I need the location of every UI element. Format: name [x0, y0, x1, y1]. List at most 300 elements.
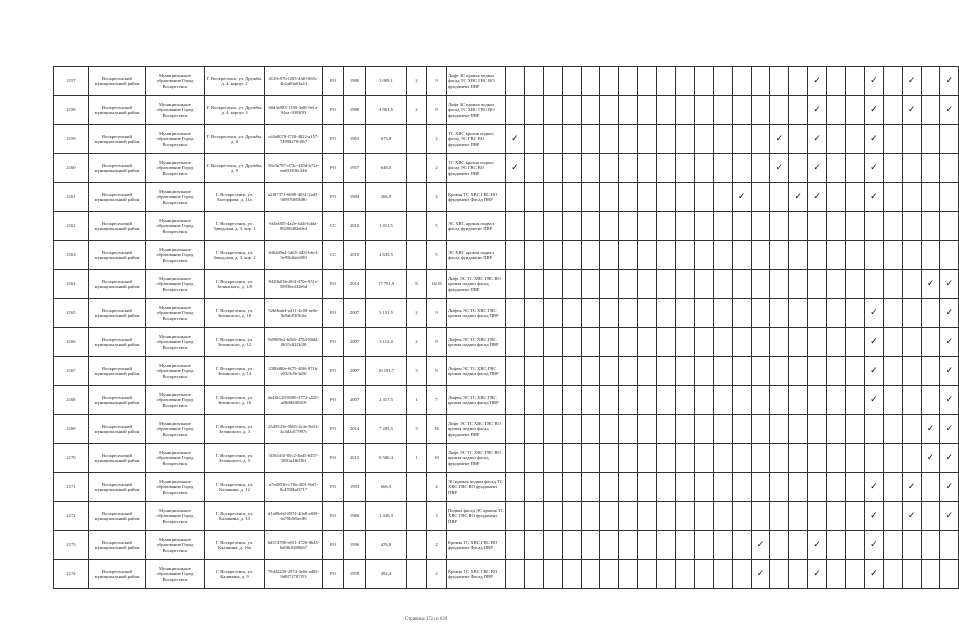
check-cell: [732, 328, 751, 357]
cell-mo: Муниципальное образование Город Воскресенск: [146, 473, 205, 502]
cell-mo: Муниципальное образование Город Воскресенск: [146, 328, 205, 357]
cell-mo: Муниципальное образование Город Воскресенск: [146, 96, 205, 125]
check-cell: [581, 502, 600, 531]
cell-type: РО: [323, 502, 344, 531]
cell-year: 1956: [344, 531, 366, 560]
check-cell: [713, 96, 732, 125]
check-cell: [657, 183, 676, 212]
cell-floors: 3: [407, 357, 427, 386]
cell-type: РО: [323, 560, 344, 589]
cell-area: 673,9: [366, 125, 407, 154]
check-cell: [619, 473, 638, 502]
check-cell: [808, 560, 827, 589]
check-cell: [864, 299, 883, 328]
check-cell: [600, 357, 619, 386]
check-cell: [524, 415, 543, 444]
check-cell: [638, 415, 657, 444]
cell-n: 2170: [54, 444, 89, 473]
cell-type: РО: [323, 183, 344, 212]
check-cell: [789, 502, 808, 531]
check-cell: [524, 67, 543, 96]
check-cell: [846, 560, 865, 589]
check-cell: [600, 241, 619, 270]
check-cell: [808, 299, 827, 328]
check-cell: [581, 183, 600, 212]
cell-n: 2164: [54, 270, 89, 299]
check-cell: [921, 299, 940, 328]
check-cell: [543, 328, 562, 357]
cell-guid: 52b0bab4-a411-4c00-ae0e-8e9ab83f9c6a: [265, 299, 323, 328]
cell-mo: Муниципальное образование Город Воскресенск: [146, 531, 205, 560]
check-cell: [732, 531, 751, 560]
check-cell: [562, 270, 581, 299]
check-cell: [827, 386, 846, 415]
check-cell: [789, 444, 808, 473]
check-cell: [864, 328, 883, 357]
checkmark-icon: ✓: [945, 452, 954, 463]
check-cell: [600, 96, 619, 125]
check-cell: [713, 67, 732, 96]
cell-district: Воскресенский муниципальный район: [89, 415, 146, 444]
check-cell: [846, 328, 865, 357]
check-cell: [940, 531, 959, 560]
check-cell: [883, 473, 902, 502]
check-cell: [600, 328, 619, 357]
check-cell: [581, 531, 600, 560]
cell-area: 8 506,4: [366, 444, 407, 473]
check-cell: [770, 96, 789, 125]
check-cell: [751, 299, 770, 328]
check-cell: [732, 473, 751, 502]
check-cell: [732, 386, 751, 415]
check-cell: [770, 154, 789, 183]
check-cell: [562, 444, 581, 473]
cell-area: 666,5: [366, 473, 407, 502]
check-cell: [827, 415, 846, 444]
check-cell: [713, 241, 732, 270]
checkmark-icon: ✓: [945, 365, 954, 376]
check-cell: [562, 415, 581, 444]
check-cell: [864, 154, 883, 183]
check-cell: [846, 183, 865, 212]
check-cell: [770, 531, 789, 560]
check-cell: [543, 125, 562, 154]
check-cell: [600, 386, 619, 415]
checkmark-icon: ✓: [511, 162, 519, 173]
checkmark-icon: ✓: [926, 278, 935, 289]
check-cell: [581, 328, 600, 357]
cell-mo: Муниципальное образование Город Воскресенск: [146, 444, 205, 473]
checkmark-icon: ✓: [926, 423, 935, 434]
cell-floors: 2: [407, 67, 427, 96]
cell-ent: 2: [427, 183, 447, 212]
check-cell: [827, 241, 846, 270]
check-cell: [827, 473, 846, 502]
check-cell: [676, 357, 695, 386]
cell-year: 2007: [344, 386, 366, 415]
check-cell: [751, 357, 770, 386]
cell-works: Лифт ЗС кровля подвал фасад ТС ХВС ГВС ВО фундамент ПВР: [447, 96, 506, 125]
cell-guid: 6d374788-e851-4720-8b45-6e08c0480b67: [265, 531, 323, 560]
checkmark-icon: ✓: [870, 481, 878, 492]
cell-type: РО: [323, 531, 344, 560]
cell-year: 1980: [344, 96, 366, 125]
check-cell: [846, 270, 865, 299]
check-cell: [619, 212, 638, 241]
cell-area: 1 430,3: [366, 502, 407, 531]
checkmark-icon: ✓: [756, 539, 765, 550]
cell-ent: 5: [427, 241, 447, 270]
table-row: [54, 560, 959, 589]
check-cell: [713, 386, 732, 415]
check-cell: [808, 473, 827, 502]
check-cell: [732, 357, 751, 386]
check-cell: [789, 531, 808, 560]
check-cell: [676, 154, 695, 183]
check-cell: [902, 531, 921, 560]
check-cell: [657, 154, 676, 183]
check-cell: [940, 386, 959, 415]
cell-guid: 2380d80e-6f75-4f06-971b-e03f3c9e3a56: [265, 357, 323, 386]
check-cell: [789, 386, 808, 415]
checkmark-icon: ✓: [870, 75, 878, 86]
check-cell: [902, 154, 921, 183]
check-cell: [676, 241, 695, 270]
cell-area: 3 009,1: [366, 67, 407, 96]
checkmark-icon: ✓: [870, 510, 878, 521]
cell-works: Лифт ЭС ТС ХВС ГВС ВО кровля подвал фасад фундамент ПВР: [447, 270, 506, 299]
check-cell: [883, 328, 902, 357]
check-cell: [638, 212, 657, 241]
check-cell: [543, 502, 562, 531]
check-cell: [789, 415, 808, 444]
check-cell: [883, 299, 902, 328]
check-cell: [846, 96, 865, 125]
check-cell: [600, 154, 619, 183]
cell-addr: Г. Воскресенск, ул. Дружбы, д. 6: [205, 125, 265, 154]
table-row: [54, 183, 959, 212]
check-cell: [619, 96, 638, 125]
check-cell: [732, 67, 751, 96]
cell-floors: 1: [407, 444, 427, 473]
check-cell: [524, 270, 543, 299]
cell-n: 2172: [54, 502, 89, 531]
table-row: [54, 212, 959, 241]
check-cell: [581, 299, 600, 328]
check-cell: [827, 154, 846, 183]
cell-mo: Муниципальное образование Город Воскресенск: [146, 154, 205, 183]
checkmark-icon: ✓: [813, 104, 821, 115]
check-cell: [619, 560, 638, 589]
cell-year: 1993: [344, 473, 366, 502]
cell-mo: Муниципальное образование Город Воскресенск: [146, 299, 205, 328]
cell-floors: 2: [407, 96, 427, 125]
table-row: [54, 154, 959, 183]
check-cell: [902, 270, 921, 299]
table-row: [54, 444, 959, 473]
check-cell: [506, 96, 525, 125]
check-cell: [808, 125, 827, 154]
check-cell: [940, 241, 959, 270]
check-cell: [581, 67, 600, 96]
check-cell: [751, 125, 770, 154]
check-cell: [732, 125, 751, 154]
check-cell: [562, 531, 581, 560]
cell-guid: 8430b03b-f0f4-470e-951e-58936e432e6d: [265, 270, 323, 299]
check-cell: [619, 241, 638, 270]
cell-guid: da48e128-8089-4772-a520-a08f0b0f8418: [265, 386, 323, 415]
check-cell: [506, 531, 525, 560]
check-cell: [864, 96, 883, 125]
check-cell: [600, 531, 619, 560]
check-cell: [751, 415, 770, 444]
check-cell: [562, 241, 581, 270]
cell-year: 2007: [344, 328, 366, 357]
cell-area: 266,9: [366, 183, 407, 212]
cell-year: 2013: [344, 444, 366, 473]
check-cell: [581, 386, 600, 415]
check-cell: [808, 96, 827, 125]
check-cell: [694, 444, 713, 473]
check-cell: [543, 531, 562, 560]
cell-addr: Г. Воскресенск, ул. Дружбы, д. 9: [205, 154, 265, 183]
cell-floors: 3: [407, 415, 427, 444]
cell-addr: Г. Воскресенск, ул. Калинина, д. 9: [205, 560, 265, 589]
check-cell: [562, 154, 581, 183]
check-cell: [524, 96, 543, 125]
check-cell: [657, 386, 676, 415]
check-cell: [883, 444, 902, 473]
check-cell: [638, 299, 657, 328]
check-cell: [864, 560, 883, 589]
check-cell: [506, 183, 525, 212]
check-cell: [524, 154, 543, 183]
check-cell: [694, 386, 713, 415]
check-cell: [940, 299, 959, 328]
check-cell: [657, 67, 676, 96]
check-cell: [921, 357, 940, 386]
check-cell: [902, 183, 921, 212]
cell-type: РО: [323, 444, 344, 473]
check-cell: [789, 473, 808, 502]
check-cell: [846, 357, 865, 386]
check-cell: [676, 125, 695, 154]
check-cell: [619, 444, 638, 473]
check-cell: [864, 270, 883, 299]
check-cell: [600, 415, 619, 444]
cell-district: Воскресенский муниципальный район: [89, 560, 146, 589]
check-cell: [543, 212, 562, 241]
cell-district: Воскресенский муниципальный район: [89, 473, 146, 502]
check-cell: [883, 96, 902, 125]
check-cell: [751, 444, 770, 473]
check-cell: [657, 473, 676, 502]
check-cell: [600, 502, 619, 531]
check-cell: [562, 299, 581, 328]
cell-year: 2014: [344, 270, 366, 299]
checkmark-icon: ✓: [813, 75, 821, 86]
cell-addr: Г. Воскресенск, ул. Зелинского, д. 10: [205, 299, 265, 328]
check-cell: [713, 357, 732, 386]
cell-mo: Муниципальное образование Город Воскресенск: [146, 502, 205, 531]
cell-floors: [407, 473, 427, 502]
cell-ent: 9: [427, 67, 447, 96]
cell-type: РО: [323, 154, 344, 183]
check-cell: [902, 125, 921, 154]
cell-mo: Муниципальное образование Город Воскресенск: [146, 125, 205, 154]
check-cell: [808, 357, 827, 386]
check-cell: [902, 502, 921, 531]
cell-mo: Муниципальное образование Город Воскресенск: [146, 67, 205, 96]
check-cell: [638, 154, 657, 183]
checkmark-icon: ✓: [945, 481, 954, 492]
cell-ent: 2: [427, 560, 447, 589]
check-cell: [827, 299, 846, 328]
check-cell: [713, 183, 732, 212]
cell-area: 476,8: [366, 531, 407, 560]
check-cell: [506, 473, 525, 502]
check-cell: [676, 386, 695, 415]
cell-district: Воскресенский муниципальный район: [89, 444, 146, 473]
check-cell: [524, 241, 543, 270]
cell-mo: Муниципальное образование Город Воскресенск: [146, 386, 205, 415]
cell-district: Воскресенский муниципальный район: [89, 386, 146, 415]
check-cell: [940, 328, 959, 357]
check-cell: [713, 154, 732, 183]
check-cell: [619, 67, 638, 96]
check-cell: [751, 560, 770, 589]
table-row: [54, 502, 959, 531]
check-cell: [846, 444, 865, 473]
cell-ent: 9: [427, 96, 447, 125]
check-cell: [581, 96, 600, 125]
check-cell: [506, 299, 525, 328]
check-cell: [581, 125, 600, 154]
check-cell: [846, 415, 865, 444]
check-cell: [543, 241, 562, 270]
cell-area: 7 283,5: [366, 415, 407, 444]
cell-ent: 10: [427, 444, 447, 473]
check-cell: [581, 444, 600, 473]
cell-area: 1 011,5: [366, 212, 407, 241]
check-cell: [638, 67, 657, 96]
checkmark-icon: ✓: [794, 191, 803, 202]
check-cell: [600, 299, 619, 328]
check-cell: [562, 473, 581, 502]
cell-n: 2166: [54, 328, 89, 357]
cell-district: Воскресенский муниципальный район: [89, 67, 146, 96]
cell-floors: [407, 183, 427, 212]
cell-works: Кровля ТС ХВС ГВС ВО фундамент Фасад ПВР: [447, 531, 506, 560]
check-cell: [657, 299, 676, 328]
check-cell: [940, 154, 959, 183]
check-cell: [657, 357, 676, 386]
cell-type: РО: [323, 357, 344, 386]
cell-ent: 9: [427, 357, 447, 386]
check-cell: [883, 560, 902, 589]
check-cell: [770, 212, 789, 241]
cell-floors: [407, 531, 427, 560]
check-cell: [921, 125, 940, 154]
cell-type: РО: [323, 415, 344, 444]
check-cell: [524, 473, 543, 502]
check-cell: [524, 125, 543, 154]
checkmark-icon: ✓: [945, 75, 954, 86]
check-cell: [694, 299, 713, 328]
table-row: [54, 96, 959, 125]
check-cell: [902, 560, 921, 589]
check-cell: [638, 444, 657, 473]
cell-area: 3 131,5: [366, 299, 407, 328]
cell-type: РО: [323, 299, 344, 328]
cell-type: РО: [323, 67, 344, 96]
check-cell: [846, 299, 865, 328]
cell-floors: [407, 154, 427, 183]
check-cell: [921, 154, 940, 183]
check-cell: [543, 357, 562, 386]
check-cell: [808, 241, 827, 270]
cell-addr: Г. Воскресенск, ул. Заводская, д. 3, кор. 2: [205, 241, 265, 270]
check-cell: [543, 444, 562, 473]
checkmark-icon: ✓: [945, 104, 954, 115]
cell-mo: Муниципальное образование Город Воскресенск: [146, 212, 205, 241]
check-cell: [921, 241, 940, 270]
check-cell: [789, 67, 808, 96]
check-cell: [827, 270, 846, 299]
check-cell: [789, 125, 808, 154]
check-cell: [732, 212, 751, 241]
cell-ent: 2: [427, 125, 447, 154]
cell-district: Воскресенский муниципальный район: [89, 328, 146, 357]
check-cell: [506, 125, 525, 154]
cell-year: 1966: [344, 502, 366, 531]
check-cell: [506, 241, 525, 270]
cell-mo: Муниципальное образование Город Воскресенск: [146, 183, 205, 212]
cell-works: Лифт ЭС ТС ХВС ГВС ВО кровля подвал фасад фундамент ПВР: [447, 444, 506, 473]
checkmark-icon: ✓: [907, 104, 916, 115]
check-cell: [789, 212, 808, 241]
cell-works: ТС ХВС кровля подвал фасад ЭС ГВС ВО фундамент ПВР: [447, 154, 506, 183]
check-cell: [770, 241, 789, 270]
check-cell: [732, 154, 751, 183]
checkmark-icon: ✓: [870, 394, 878, 405]
check-cell: [827, 67, 846, 96]
check-cell: [600, 444, 619, 473]
cell-district: Воскресенский муниципальный район: [89, 299, 146, 328]
check-cell: [638, 241, 657, 270]
cell-ent: 16/18: [427, 270, 447, 299]
check-cell: [864, 357, 883, 386]
check-cell: [732, 183, 751, 212]
cell-type: РО: [323, 328, 344, 357]
check-cell: [506, 502, 525, 531]
check-cell: [581, 154, 600, 183]
check-cell: [676, 328, 695, 357]
cell-ent: 2: [427, 154, 447, 183]
cell-year: 1984: [344, 183, 366, 212]
checkmark-icon: ✓: [926, 452, 935, 463]
check-cell: [676, 415, 695, 444]
check-cell: [864, 212, 883, 241]
cell-district: Воскресенский муниципальный район: [89, 357, 146, 386]
cell-works: Лифт ЗС кровля подвал фасад ТС ХВС ГВС ВО фундамент ПВР: [447, 67, 506, 96]
check-cell: [524, 357, 543, 386]
check-cell: [902, 241, 921, 270]
check-cell: [902, 299, 921, 328]
cell-addr: Г. Воскресенск, ул. Дружбы, д. 4, корпус 2: [205, 67, 265, 96]
check-cell: [808, 270, 827, 299]
check-cell: [676, 270, 695, 299]
